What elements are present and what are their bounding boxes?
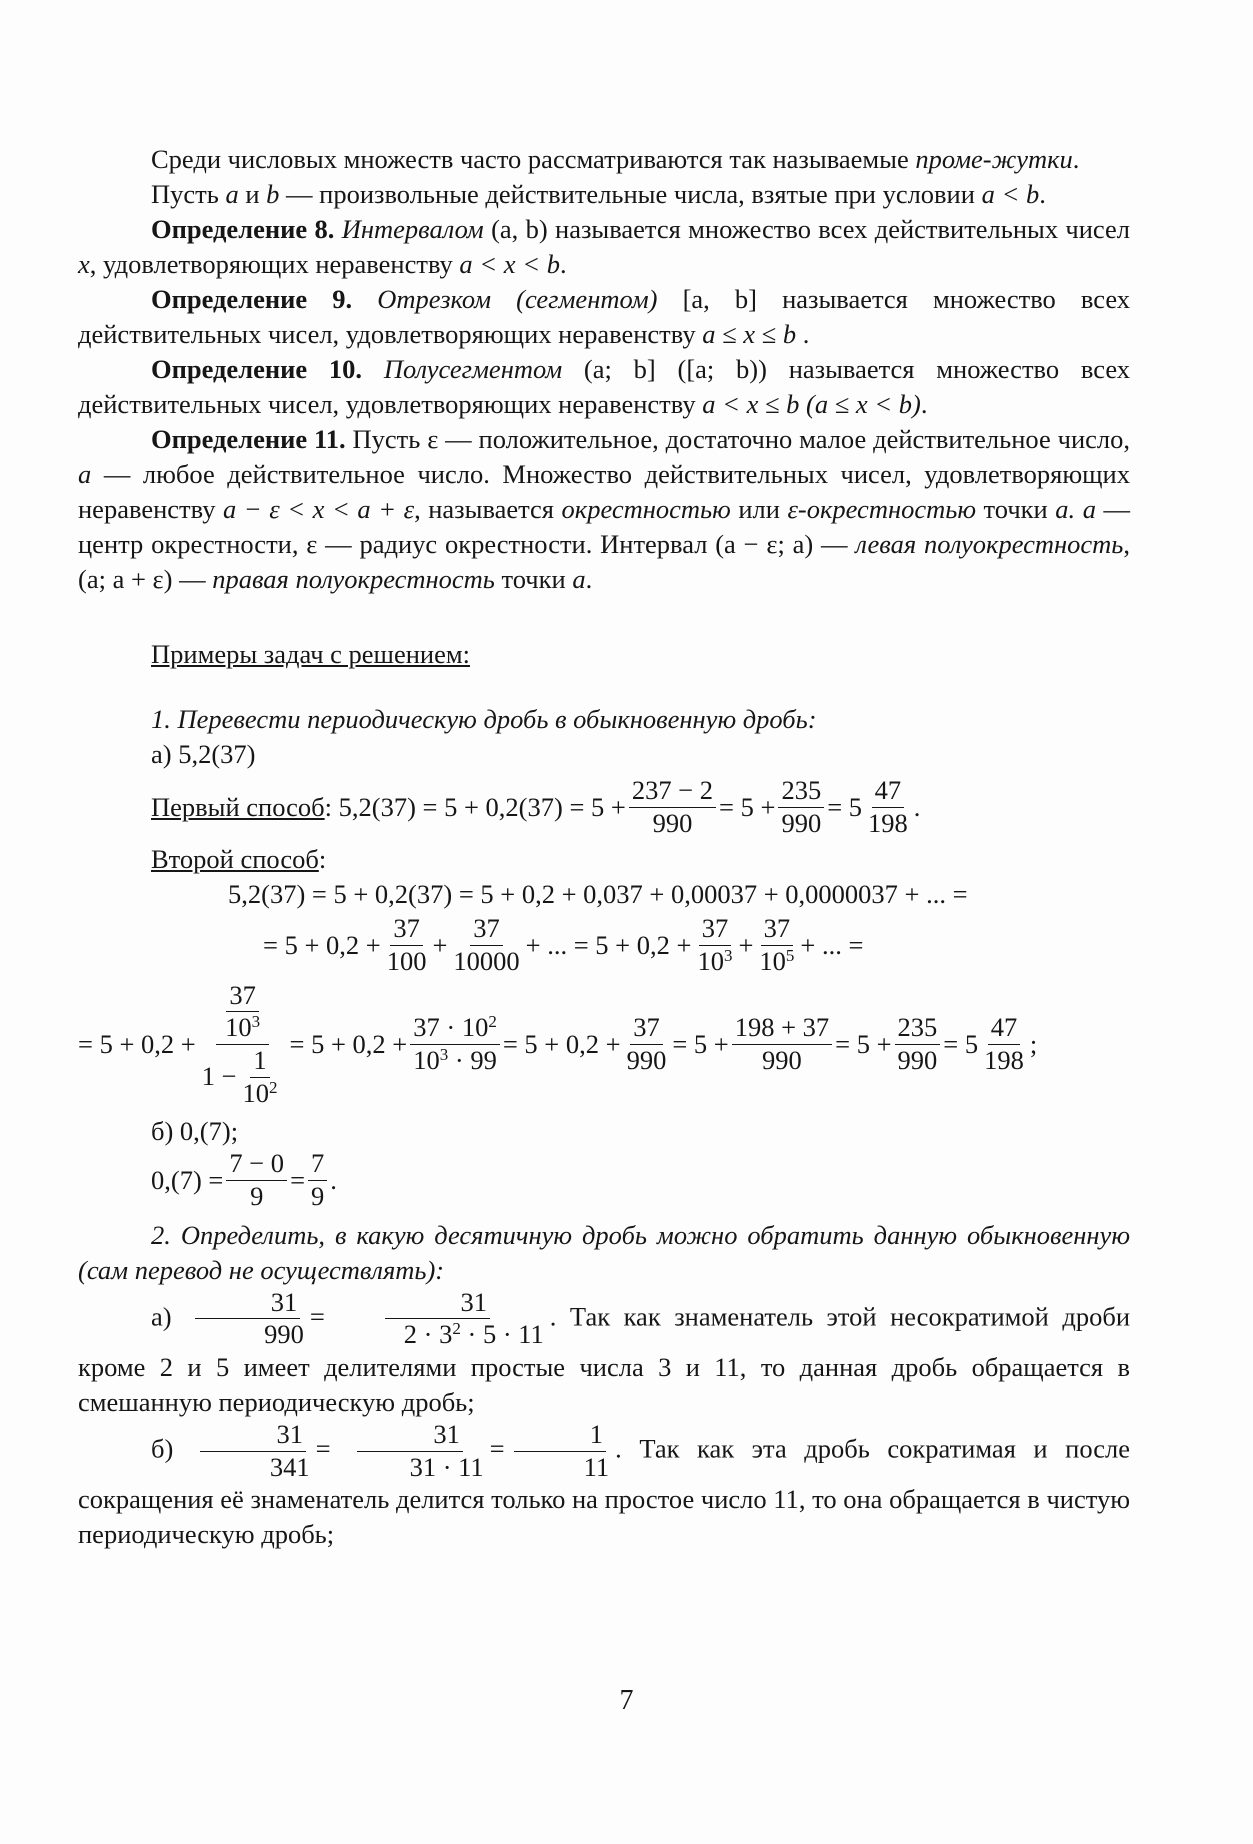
definition-term: ε-окрестностью: [787, 494, 976, 524]
fraction-numerator: 235: [778, 776, 824, 808]
text-span: .: [1072, 144, 1080, 174]
text-span: (a; b] ([a; b)) называется множество всех действительных чисел, удовлетворяющих неравенству: [78, 354, 1130, 419]
exponent: 3: [439, 1045, 449, 1065]
text-span: Пусть ε — положительное, достаточно малое действительное число,: [345, 424, 1130, 454]
fraction-denominator: 100: [386, 946, 427, 977]
fraction-denominator: 31 · 11: [409, 1451, 484, 1482]
task-1b: [78, 1114, 1130, 1149]
fraction-numerator: 31: [357, 1420, 463, 1452]
text-span: [a, b] называется множество всех действительных чисел, удовлетворяющих неравенству: [78, 284, 1131, 349]
task-1a-text: а) 5,2(37): [151, 739, 256, 769]
math-expr: .: [330, 1165, 337, 1196]
task-1a: [78, 737, 1130, 772]
fraction-denominator: 990: [781, 807, 822, 838]
power-base: 2 · 3: [403, 1319, 453, 1350]
fraction-numerator: 235: [895, 1013, 941, 1045]
definition-term: Отрезком (сегментом): [377, 284, 658, 314]
exponent: 3: [251, 1012, 261, 1032]
inequality: a < x ≤ b (a ≤ x < b): [702, 389, 921, 419]
fraction-denominator: [199, 1045, 287, 1108]
math-expr: =: [290, 1165, 306, 1196]
math-expr: + ... = 5 + 0,2 +: [525, 930, 692, 961]
task-2: [78, 1218, 1130, 1288]
math-expr: = 5 + 0,2 +: [78, 1029, 196, 1060]
task-2a: [78, 1288, 1130, 1420]
fraction-numerator: 1: [250, 1046, 269, 1078]
second-method-line-2: [263, 914, 1130, 976]
text-span: Пусть: [151, 179, 226, 209]
math-expr: = 5 + 0,2 +: [502, 1029, 621, 1060]
math-expr: +: [738, 930, 754, 961]
fraction-numerator: 31: [195, 1288, 301, 1320]
fraction-numerator: [216, 981, 269, 1045]
fraction: [508, 1420, 613, 1482]
task-1: [78, 702, 1130, 737]
definition-label: Определение 8.: [151, 214, 335, 244]
fraction-denominator: 11: [583, 1451, 610, 1482]
fraction-numerator: 31: [200, 1420, 306, 1452]
fraction-denominator: [328, 1319, 547, 1350]
second-method-line-3: [78, 981, 1130, 1109]
fraction-numerator: 237 − 2: [629, 776, 716, 808]
math-expr: 1 −: [201, 1061, 237, 1092]
text-span: — любое действительное число. Множество действительных чисел, удовлетворяющих неравенству: [78, 459, 1130, 524]
power-base: 10: [242, 1077, 270, 1108]
fraction-denominator: 9: [250, 1181, 264, 1212]
text-span: .: [559, 249, 567, 279]
fraction-denominator: 990: [762, 1045, 802, 1076]
definition-label: Определение 10.: [151, 354, 363, 384]
definition-term: Интервалом: [341, 214, 484, 244]
fraction-denominator: 990: [626, 1045, 667, 1076]
fraction-denominator: 198: [984, 1045, 1024, 1076]
first-method-line: [151, 776, 1130, 838]
var-a: a. a: [1055, 494, 1096, 524]
definition-9: [78, 282, 1130, 352]
fraction-numerator: 37: [761, 914, 794, 946]
task-1b-solution: [151, 1149, 1130, 1211]
second-method-line-1: [228, 877, 1130, 912]
math-expr: =: [315, 1433, 331, 1464]
text-span: .: [1039, 179, 1046, 209]
fraction: [694, 914, 735, 976]
math-expr: = 5 + 0,2 +: [289, 1029, 408, 1060]
task-2a-text: . Так как знаменатель этой несократимой дроби кроме 2 и 5 имеет делителями простые числа 3 и 11, то данная дробь обращается в смешанную периодическую дробь;: [78, 1300, 1131, 1418]
text-span: , называется: [414, 494, 562, 524]
fraction-numerator: 37: [630, 1013, 663, 1045]
math-expr: .: [913, 791, 921, 822]
task-1b-text: б) 0,(7);: [151, 1116, 239, 1147]
text-span: точки: [494, 564, 573, 594]
fraction-numerator: 31: [385, 1288, 491, 1320]
fraction-denominator: 10000: [453, 946, 520, 977]
math-expr: · 99: [448, 1045, 497, 1076]
math-expr: = 5 +: [719, 791, 776, 822]
task-2b-text: . Так как эта дробь сократимая и после сокращения её знаменатель делится только на простое число 11, то она обращается в чистую периодическую дробь;: [78, 1433, 1130, 1550]
exponent: 5: [785, 946, 795, 966]
fraction: [624, 1013, 670, 1075]
fraction: [222, 981, 263, 1043]
math-expr: =: [489, 1433, 505, 1464]
fraction-numerator: 1: [514, 1420, 606, 1452]
fraction-numerator: 7 − 0: [226, 1149, 287, 1181]
definition-term: правая полуокрестность: [212, 564, 495, 594]
fraction: [732, 1013, 832, 1075]
second-method-label-line: [151, 842, 1130, 877]
fraction-numerator: 47: [872, 776, 905, 808]
condition-paragraph: [78, 177, 1130, 212]
power-base: 10: [225, 1012, 252, 1043]
text-span: .: [796, 319, 810, 349]
fraction-numerator: 37: [699, 914, 732, 946]
fraction-numerator: 198 + 37: [732, 1013, 832, 1045]
fraction: [334, 1420, 487, 1482]
fraction: [188, 1288, 307, 1350]
fraction-denominator: [240, 1078, 281, 1109]
second-method-label: Второй способ: [151, 844, 319, 875]
text-span: .: [585, 564, 593, 594]
power-base: 37 · 10: [413, 1012, 489, 1043]
definition-10: [78, 352, 1130, 422]
exponent: 2: [269, 1077, 278, 1097]
term-intervals: проме-жутки: [915, 144, 1073, 174]
fraction-denominator: 9: [311, 1181, 325, 1212]
definition-11: [78, 422, 1130, 597]
page-number: 7: [619, 1685, 634, 1716]
text-span: или: [730, 494, 788, 524]
inequality: a ≤ x ≤ b: [702, 319, 797, 349]
definition-8: [78, 212, 1130, 282]
math-expr: 0,(7) =: [151, 1165, 224, 1196]
definition-label: Определение 11.: [151, 424, 346, 454]
power-base: 10: [759, 946, 786, 977]
fraction-denominator: [694, 946, 735, 977]
task-1-text: 1. Перевести периодическую дробь в обыкновенную дробь:: [151, 704, 817, 734]
var-x: x: [78, 249, 90, 279]
inequality: a < x < b: [459, 249, 560, 279]
text-span: Среди числовых множеств часто рассматриваются так называемые: [151, 144, 916, 174]
fraction: [308, 1149, 327, 1211]
fraction-numerator: 47: [988, 1013, 1021, 1045]
math-expr: = 5 +: [835, 1029, 892, 1060]
var-a: a: [225, 179, 239, 209]
definition-label: Определение 9.: [151, 284, 353, 314]
fraction: [410, 1013, 500, 1075]
exponent: 2: [488, 1012, 497, 1032]
fraction: [756, 914, 797, 976]
fraction-denominator: 341: [269, 1451, 310, 1482]
fraction-denominator: 990: [264, 1319, 304, 1350]
math-expr: =: [309, 1300, 325, 1331]
fraction: [450, 914, 522, 976]
intro-paragraph: [78, 142, 1130, 177]
fraction: [240, 1046, 281, 1108]
examples-heading: Примеры задач с решением:: [151, 639, 470, 669]
math-expr: +: [432, 930, 448, 961]
var-b: b: [266, 179, 280, 209]
inequality: a − ε < x < a + ε: [223, 494, 415, 524]
definition-term: левая полуокрестность: [855, 529, 1124, 559]
math-expr: = 5 +: [672, 1029, 729, 1060]
math-expr: = 5 + 0,2 +: [263, 930, 381, 961]
math-expr: ;: [1029, 1029, 1038, 1060]
text-span: и: [238, 179, 267, 209]
exponent: 3: [723, 946, 733, 966]
fraction: [194, 1420, 313, 1482]
math-expr: · 5 · 11: [460, 1319, 544, 1350]
text-span: .: [920, 389, 928, 419]
fraction: [778, 776, 824, 838]
definition-term: окрестностью: [561, 494, 731, 524]
math-expr: = 5: [827, 791, 863, 822]
power-base: 10: [697, 946, 724, 977]
fraction: [226, 1149, 287, 1211]
fraction-denominator: [410, 1045, 500, 1076]
text-span: , удовлетворяющих неравенству: [89, 249, 460, 279]
text-span: — центр окрестности, ε — радиус окрестности. Интервал (a − ε; a) —: [78, 494, 1130, 559]
task-2b-label: б): [151, 1433, 174, 1464]
fraction-numerator: [410, 1013, 500, 1045]
fraction-denominator: 990: [652, 807, 693, 838]
text-span: , (a; a + ε) —: [78, 529, 1130, 594]
fraction-numerator: 37: [226, 981, 259, 1013]
fraction-denominator: [756, 946, 797, 977]
inequality: a < b: [981, 179, 1040, 209]
text-span: :: [324, 791, 332, 822]
first-method-label: Первый способ: [151, 791, 325, 822]
fraction: [384, 914, 430, 976]
fraction-denominator: 198: [868, 807, 908, 838]
power-base: 10: [413, 1045, 440, 1076]
fraction: [629, 776, 716, 838]
math-expr: = 5: [943, 1029, 979, 1060]
fraction: [981, 1013, 1027, 1075]
math-expr: 5,2(37) = 5 + 0,2(37) = 5 +: [338, 791, 626, 822]
math-expr: + ... =: [800, 930, 864, 961]
text-span: :: [318, 844, 327, 875]
page-content: [78, 142, 1130, 1552]
exponent: 2: [452, 1319, 461, 1339]
fraction: [865, 776, 911, 838]
text-span: (a, b) называется множество всех действительных чисел: [483, 214, 1130, 244]
text-span: точки: [976, 494, 1056, 524]
fraction: [328, 1288, 547, 1350]
task-2-text: 2. Определить, в какую десятичную дробь можно обратить данную обыкновенную (сам перевод не осуществлять):: [78, 1219, 1130, 1285]
var-a: a: [78, 459, 92, 489]
fraction-denominator: 990: [897, 1045, 938, 1076]
var-a: a: [572, 564, 586, 594]
task-2b: [78, 1420, 1130, 1552]
fraction: [895, 1013, 941, 1075]
task-2a-label: а): [151, 1300, 172, 1331]
fraction-numerator: 37: [390, 914, 423, 946]
fraction-denominator: [222, 1012, 263, 1043]
definition-term: Полусегментом: [383, 354, 563, 384]
fraction-numerator: 7: [308, 1149, 327, 1181]
examples-heading-line: [78, 637, 1130, 672]
compound-fraction: [199, 981, 287, 1109]
fraction-numerator: 37: [470, 914, 503, 946]
text-span: — произвольные действительные числа, взятые при условии: [279, 179, 982, 209]
math-expr: 5,2(37) = 5 + 0,2(37) = 5 + 0,2 + 0,037 + 0,00037 + 0,0000037 + ... =: [228, 879, 968, 910]
